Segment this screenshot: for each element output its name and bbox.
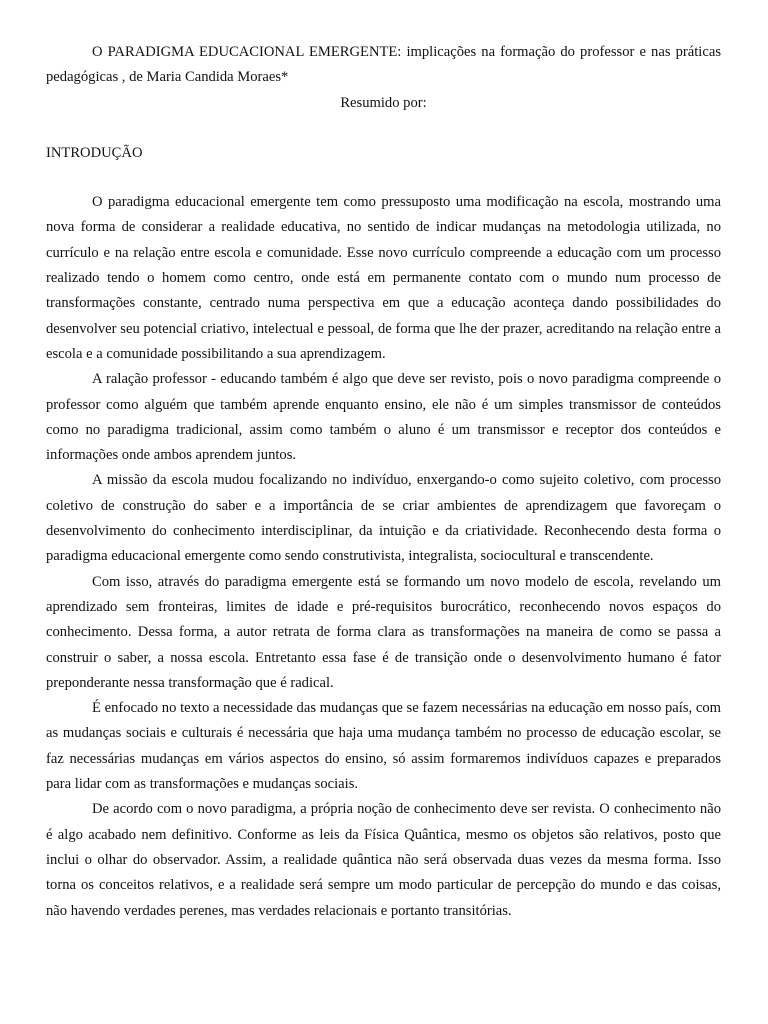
- paragraph: A ralação professor - educando também é algo que deve ser revisto, pois o novo paradigma compreende o professor como alguém que também aprende enquanto ensino, ele não é um simples transmissor de conteúdos como no paradigma tradicional, assim como também o aluno é um transmissor e receptor dos conteúdos e informações onde ambos aprendem juntos.: [46, 371, 721, 464]
- section-heading-introducao: INTRODUÇÃO: [46, 144, 143, 161]
- paragraph: De acordo com o novo paradigma, a própria noção de conhecimento deve ser revista. O conhecimento não é algo acabado nem definitivo. Conforme as leis da Física Quântica, mesmo os objetos são relativos, posto que inclui o olhar do observador. Assim, a realidade quântica não será observada duas vezes da mesma forma. Isso torna os conceitos relativos, e a realidade será sempre um modo particular de percepção do mundo e das coisas, não havendo verdades perenes, mas verdades relacionais e portanto transitórias.: [46, 801, 721, 919]
- paragraph: É enfocado no texto a necessidade das mudanças que se fazem necessárias na educação em nosso país, com as mudanças sociais e culturais é necessária que haja uma mudança também no processo de educação escolar, se faz necessárias mudanças em vários aspectos do ensino, só assim formaremos indivíduos capazes e preparados para lidar com as transformações e mudanças sociais.: [46, 700, 721, 793]
- byline: Resumido por:: [340, 94, 427, 111]
- paragraph: O paradigma educacional emergente tem como pressuposto uma modificação na escola, mostrando uma nova forma de considerar a realidade educativa, no sentido de indicar mudanças na metodologia utilizada, no currículo e na relação entre escola e comunidade. Esse novo currículo compreende a educação com um processo realizado tendo o homem como centro, onde está em permanente contato com o mundo num processo de transformações constante, centrado numa perspectiva em que a educação aconteça dando possibilidades do desenvolver seu potencial criativo, intelectual e pessoal, de forma que lhe der prazer, acreditando na relação entre a escola e a comunidade possibilitando a sua aprendizagem.: [46, 194, 721, 362]
- document-title: O PARADIGMA EDUCACIONAL EMERGENTE: implicações na formação do professor e nas práticas pedagógicas , de Maria Candida Moraes*: [46, 44, 721, 86]
- paragraph: Com isso, através do paradigma emergente está se formando um novo modelo de escola, revelando um aprendizado sem fronteiras, limites de idade e pré-requisitos burocrático, reconhecendo novos espaços do conhecimento. Dessa forma, a autor retrata de forma clara as transformações na maneira de como se passa a construir o saber, a nossa escola. Entretanto essa fase é de transição onde o desenvolvimento humano é fator preponderante nessa transformação que é radical.: [46, 573, 721, 691]
- document-page: [46, 40, 721, 924]
- paragraph: A missão da escola mudou focalizando no indivíduo, enxergando-o como sujeito coletivo, com processo coletivo de construção do saber e a importância de se criar ambientes de aprendizagem que favoreçam o desenvolvimento do conhecimento interdisciplinar, da intuição e da criatividade. Reconhecendo desta forma o paradigma educacional emergente como sendo construtivista, integralista, sociocultural e transcendente.: [46, 472, 721, 565]
